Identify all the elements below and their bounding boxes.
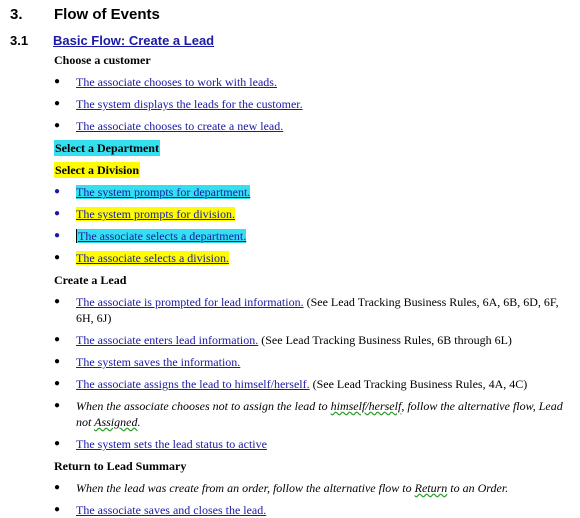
list-item (54, 332, 570, 348)
subsection-number: 3.1 (10, 33, 29, 48)
bullet-icon: ● (54, 438, 61, 449)
list-item (54, 250, 570, 266)
step-link[interactable]: The associate is prompted for lead information. (76, 295, 304, 309)
step-link[interactable]: The system saves the information. (76, 355, 241, 369)
step-link[interactable]: The system prompts for division. (76, 207, 235, 221)
document-body (54, 52, 570, 518)
step-note: (See Lead Tracking Business Rules, 6B through 6L) (258, 333, 512, 347)
bullet-icon: ● (54, 230, 61, 241)
section-number: 3. (10, 6, 23, 23)
step-note: (See Lead Tracking Business Rules, 4A, 4C) (309, 377, 528, 391)
bullet-icon: ● (54, 482, 61, 493)
step-link[interactable]: The system displays the leads for the customer. (76, 97, 303, 111)
bullet-icon: ● (54, 186, 61, 197)
select-division-heading: Select a Division (55, 163, 139, 177)
section-title: Flow of Events (54, 6, 160, 23)
select-department-heading: Select a Department (55, 141, 159, 155)
bullet-icon: ● (54, 378, 61, 389)
bullet-icon: ● (54, 504, 61, 515)
step-link[interactable]: The associate enters lead information. (76, 333, 259, 347)
step-link[interactable]: The associate saves and closes the lead. (76, 503, 267, 517)
bullet-icon: ● (54, 76, 61, 87)
choose-customer-list (54, 74, 570, 134)
step-link[interactable]: The associate selects a department. (78, 229, 247, 243)
list-item (54, 354, 570, 370)
step-link[interactable]: The associate chooses to create a new lead. (76, 119, 284, 133)
bullet-icon: ● (54, 208, 61, 219)
list-item (54, 96, 570, 112)
return-summary-list (54, 480, 570, 518)
step-link[interactable]: The system prompts for department. (76, 185, 251, 199)
step-link[interactable]: The associate assigns the lead to himself/herself. (76, 377, 310, 391)
step-link[interactable]: The system sets the lead status to active (76, 437, 267, 451)
select-division-list (54, 184, 570, 266)
list-item (54, 118, 570, 134)
return-summary-heading: Return to Lead Summary (54, 459, 187, 473)
step-note: (See Lead Tracking Business Rules, 6A, 6B, 6D, 6F, 6H, 6J) (76, 295, 559, 325)
bullet-icon: ● (54, 98, 61, 109)
step-link[interactable]: The associate chooses to work with leads. (76, 75, 277, 89)
list-item (54, 294, 570, 326)
list-item (54, 206, 570, 222)
bullet-icon: ● (54, 120, 61, 131)
list-item (54, 184, 570, 200)
step-link[interactable]: The associate selects a division. (76, 251, 229, 265)
list-item (54, 228, 570, 244)
create-lead-heading: Create a Lead (54, 273, 127, 287)
list-item (54, 74, 570, 90)
section-heading (10, 6, 160, 23)
list-item: ● When the associate chooses not to assign the lead to himself/herself, follow the alternative flow, Lead not Assigned. (54, 399, 563, 429)
bullet-icon: ● (54, 252, 61, 263)
create-lead-list (54, 294, 570, 452)
bullet-icon: ● (54, 400, 61, 411)
bullet-icon: ● (54, 356, 61, 367)
bullet-icon: ● (54, 296, 61, 307)
list-item (54, 376, 570, 392)
subsection-title-link[interactable]: Basic Flow: Create a Lead (53, 33, 215, 48)
subsection-heading (10, 33, 214, 48)
choose-customer-heading: Choose a customer (54, 53, 151, 67)
list-item: ● When the lead was create from an order, follow the alternative flow to Return to an Order. (54, 481, 509, 495)
list-item (54, 436, 570, 452)
bullet-icon: ● (54, 334, 61, 345)
